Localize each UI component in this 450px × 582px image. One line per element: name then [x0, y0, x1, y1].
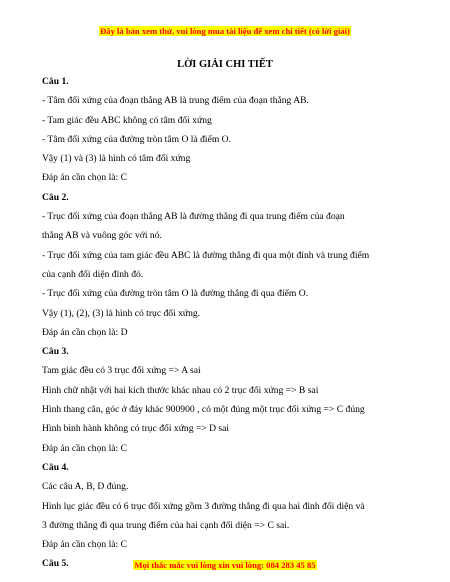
solution-line: Hình lục giác đều có 6 trục đối xứng gồm 3 đường thẳng đi qua hai đỉnh đối diện và: [42, 500, 365, 512]
solution-line: Đáp án cần chọn là: C: [42, 172, 127, 184]
solution-line: Hình bình hành không có trục đối xứng => D sai: [42, 423, 230, 435]
solution-content: [42, 72, 414, 574]
solution-line: Hình thang cân, góc ở đáy khác 900900 , có một đúng một trục đối xứng => C đúng: [42, 404, 365, 416]
solution-line: - Tâm đối xứng của đoạn thẳng AB là trung điểm của đoạn thẳng AB.: [42, 95, 309, 107]
solution-line: Đáp án cần chọn là: D: [42, 326, 128, 338]
solution-line: Tam giác đều có 3 trục đối xứng => A sai: [42, 365, 201, 377]
contact-text: Mọi thắc mắc vui lòng xin vui lòng: 084 283 45 85: [134, 560, 316, 570]
question-heading: Câu 5.: [42, 558, 69, 570]
solution-line: của cạnh đối diện đỉnh đó.: [42, 268, 144, 280]
solution-line: Vậy (1), (2), (3) là hình có trục đối xứng.: [42, 307, 201, 319]
question-heading: Câu 1.: [42, 76, 69, 87]
solution-line: - Trục đối xứng của đường tròn tâm O là đường thẳng đi qua điểm O.: [42, 288, 309, 300]
solution-line: - Trục đối xứng của tam giác đều ABC là đường thẳng đi qua một đỉnh và trung điểm: [42, 249, 370, 261]
page-title: LỜI GIẢI CHI TIẾT: [177, 59, 273, 70]
solution-line: Vậy (1) và (3) là hình có tâm đối xứng: [42, 153, 191, 165]
solution-line: thẳng AB và vuông góc với nó.: [42, 230, 162, 242]
solution-line: - Trục đối xứng của đoạn thẳng AB là đường thẳng đi qua trung điểm của đoạn: [42, 211, 345, 223]
solution-line: 3 đường thẳng đi qua trung điểm của hai cạnh đối diện => C sai.: [42, 519, 290, 531]
preview-notice-banner: [0, 26, 450, 37]
solution-line: - Tâm đối xứng của đường tròn tâm O là điểm O.: [42, 133, 232, 145]
solution-line: Các câu A, B, D đúng.: [42, 481, 129, 493]
question-heading: Câu 3.: [42, 346, 69, 358]
solution-line: Đáp án cần chọn là: C: [42, 539, 127, 551]
contact-banner: [0, 560, 450, 571]
question-heading: Câu 2.: [42, 191, 69, 203]
solution-line: Đáp án cần chọn là: C: [42, 442, 127, 454]
preview-notice-text: Đây là bản xem thử, vui lòng mua tài liệu để xem chi tiết (có lời giải): [100, 26, 350, 36]
solution-line: - Tam giác đều ABC không có tâm đối xứng: [42, 114, 212, 126]
solution-line: Hình chữ nhật với hai kích thước khác nhau có 2 trục đối xứng => B sai: [42, 384, 319, 396]
question-heading: Câu 4.: [42, 461, 69, 473]
